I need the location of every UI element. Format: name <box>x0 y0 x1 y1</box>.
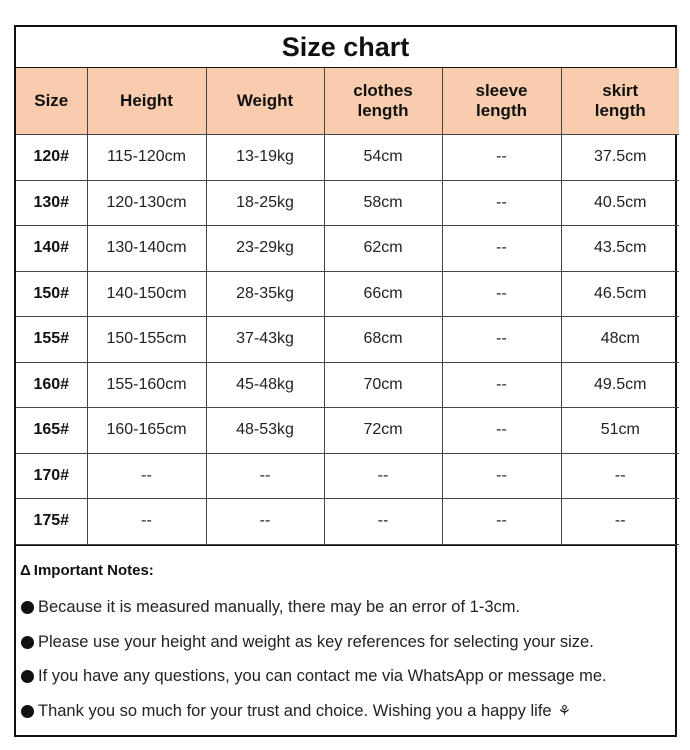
clothes-length-cell: -- <box>324 499 442 545</box>
skirt-length-cell: 49.5cm <box>561 362 679 408</box>
size-cell: 165# <box>16 408 87 454</box>
note-item <box>20 625 675 660</box>
sleeve-length-cell: -- <box>442 271 561 317</box>
note-text: If you have any questions, you can contact me via WhatsApp or message me. <box>38 667 607 686</box>
height-cell: 160-165cm <box>87 408 206 454</box>
height-cell: 130-140cm <box>87 226 206 272</box>
header-row <box>16 68 679 135</box>
bullet-icon <box>21 601 34 614</box>
table-row <box>16 408 679 454</box>
note-item <box>20 660 675 695</box>
size-cell: 155# <box>16 317 87 363</box>
sleeve-length-cell: -- <box>442 408 561 454</box>
weight-cell: 48-53kg <box>206 408 324 454</box>
size-cell: 160# <box>16 362 87 408</box>
weight-cell: 13-19kg <box>206 135 324 181</box>
flower-icon: ⚘ <box>557 703 572 721</box>
size-cell: 120# <box>16 135 87 181</box>
skirt-length-cell: -- <box>561 453 679 499</box>
note-text: Please use your height and weight as key references for selecting your size. <box>38 632 594 651</box>
table-row <box>16 499 679 545</box>
bullet-icon <box>21 636 34 649</box>
size-cell: 140# <box>16 226 87 272</box>
size-cell: 150# <box>16 271 87 317</box>
table-row <box>16 135 679 181</box>
table-row <box>16 180 679 226</box>
skirt-length-cell: 40.5cm <box>561 180 679 226</box>
skirt-length-cell: 37.5cm <box>561 135 679 181</box>
height-cell: 150-155cm <box>87 317 206 363</box>
clothes-length-cell: 68cm <box>324 317 442 363</box>
size-table <box>16 68 679 545</box>
height-cell: 140-150cm <box>87 271 206 317</box>
height-cell: 120-130cm <box>87 180 206 226</box>
table-row <box>16 453 679 499</box>
header-clothes-length: clothes length <box>324 68 442 135</box>
size-cell: 175# <box>16 499 87 545</box>
sleeve-length-cell: -- <box>442 180 561 226</box>
clothes-length-cell: 58cm <box>324 180 442 226</box>
weight-cell: 18-25kg <box>206 180 324 226</box>
height-cell: 155-160cm <box>87 362 206 408</box>
header-weight: Weight <box>206 68 324 135</box>
note-text: Thank you so much for your trust and choice. Wishing you a happy life <box>38 701 552 720</box>
clothes-length-cell: -- <box>324 453 442 499</box>
note-text: Because it is measured manually, there may be an error of 1-3cm. <box>38 598 521 617</box>
note-item <box>20 694 675 729</box>
bullet-icon <box>21 670 34 683</box>
size-cell: 170# <box>16 453 87 499</box>
header-sleeve-length: sleeve length <box>442 68 561 135</box>
header-height: Height <box>87 68 206 135</box>
chart-title: Size chart <box>16 27 675 68</box>
sleeve-length-cell: -- <box>442 135 561 181</box>
sleeve-length-cell: -- <box>442 453 561 499</box>
table-row <box>16 362 679 408</box>
important-notes <box>16 545 675 729</box>
size-cell: 130# <box>16 180 87 226</box>
weight-cell: 37-43kg <box>206 317 324 363</box>
weight-cell: -- <box>206 499 324 545</box>
header-size: Size <box>16 68 87 135</box>
skirt-length-cell: 48cm <box>561 317 679 363</box>
table-row <box>16 317 679 363</box>
clothes-length-cell: 72cm <box>324 408 442 454</box>
sleeve-length-cell: -- <box>442 362 561 408</box>
skirt-length-cell: 46.5cm <box>561 271 679 317</box>
height-cell: -- <box>87 453 206 499</box>
bullet-icon <box>21 705 34 718</box>
weight-cell: 28-35kg <box>206 271 324 317</box>
header-skirt-length: skirt length <box>561 68 679 135</box>
note-item <box>20 591 675 626</box>
skirt-length-cell: 43.5cm <box>561 226 679 272</box>
weight-cell: 23-29kg <box>206 226 324 272</box>
delta-symbol: Δ <box>20 561 31 579</box>
weight-cell: -- <box>206 453 324 499</box>
height-cell: 115-120cm <box>87 135 206 181</box>
clothes-length-cell: 66cm <box>324 271 442 317</box>
sleeve-length-cell: -- <box>442 226 561 272</box>
size-chart-card <box>14 25 677 737</box>
sleeve-length-cell: -- <box>442 499 561 545</box>
notes-heading <box>20 562 675 579</box>
height-cell: -- <box>87 499 206 545</box>
clothes-length-cell: 62cm <box>324 226 442 272</box>
table-row <box>16 226 679 272</box>
clothes-length-cell: 70cm <box>324 362 442 408</box>
clothes-length-cell: 54cm <box>324 135 442 181</box>
skirt-length-cell: -- <box>561 499 679 545</box>
table-row <box>16 271 679 317</box>
weight-cell: 45-48kg <box>206 362 324 408</box>
sleeve-length-cell: -- <box>442 317 561 363</box>
skirt-length-cell: 51cm <box>561 408 679 454</box>
notes-title: Important Notes: <box>33 561 154 579</box>
